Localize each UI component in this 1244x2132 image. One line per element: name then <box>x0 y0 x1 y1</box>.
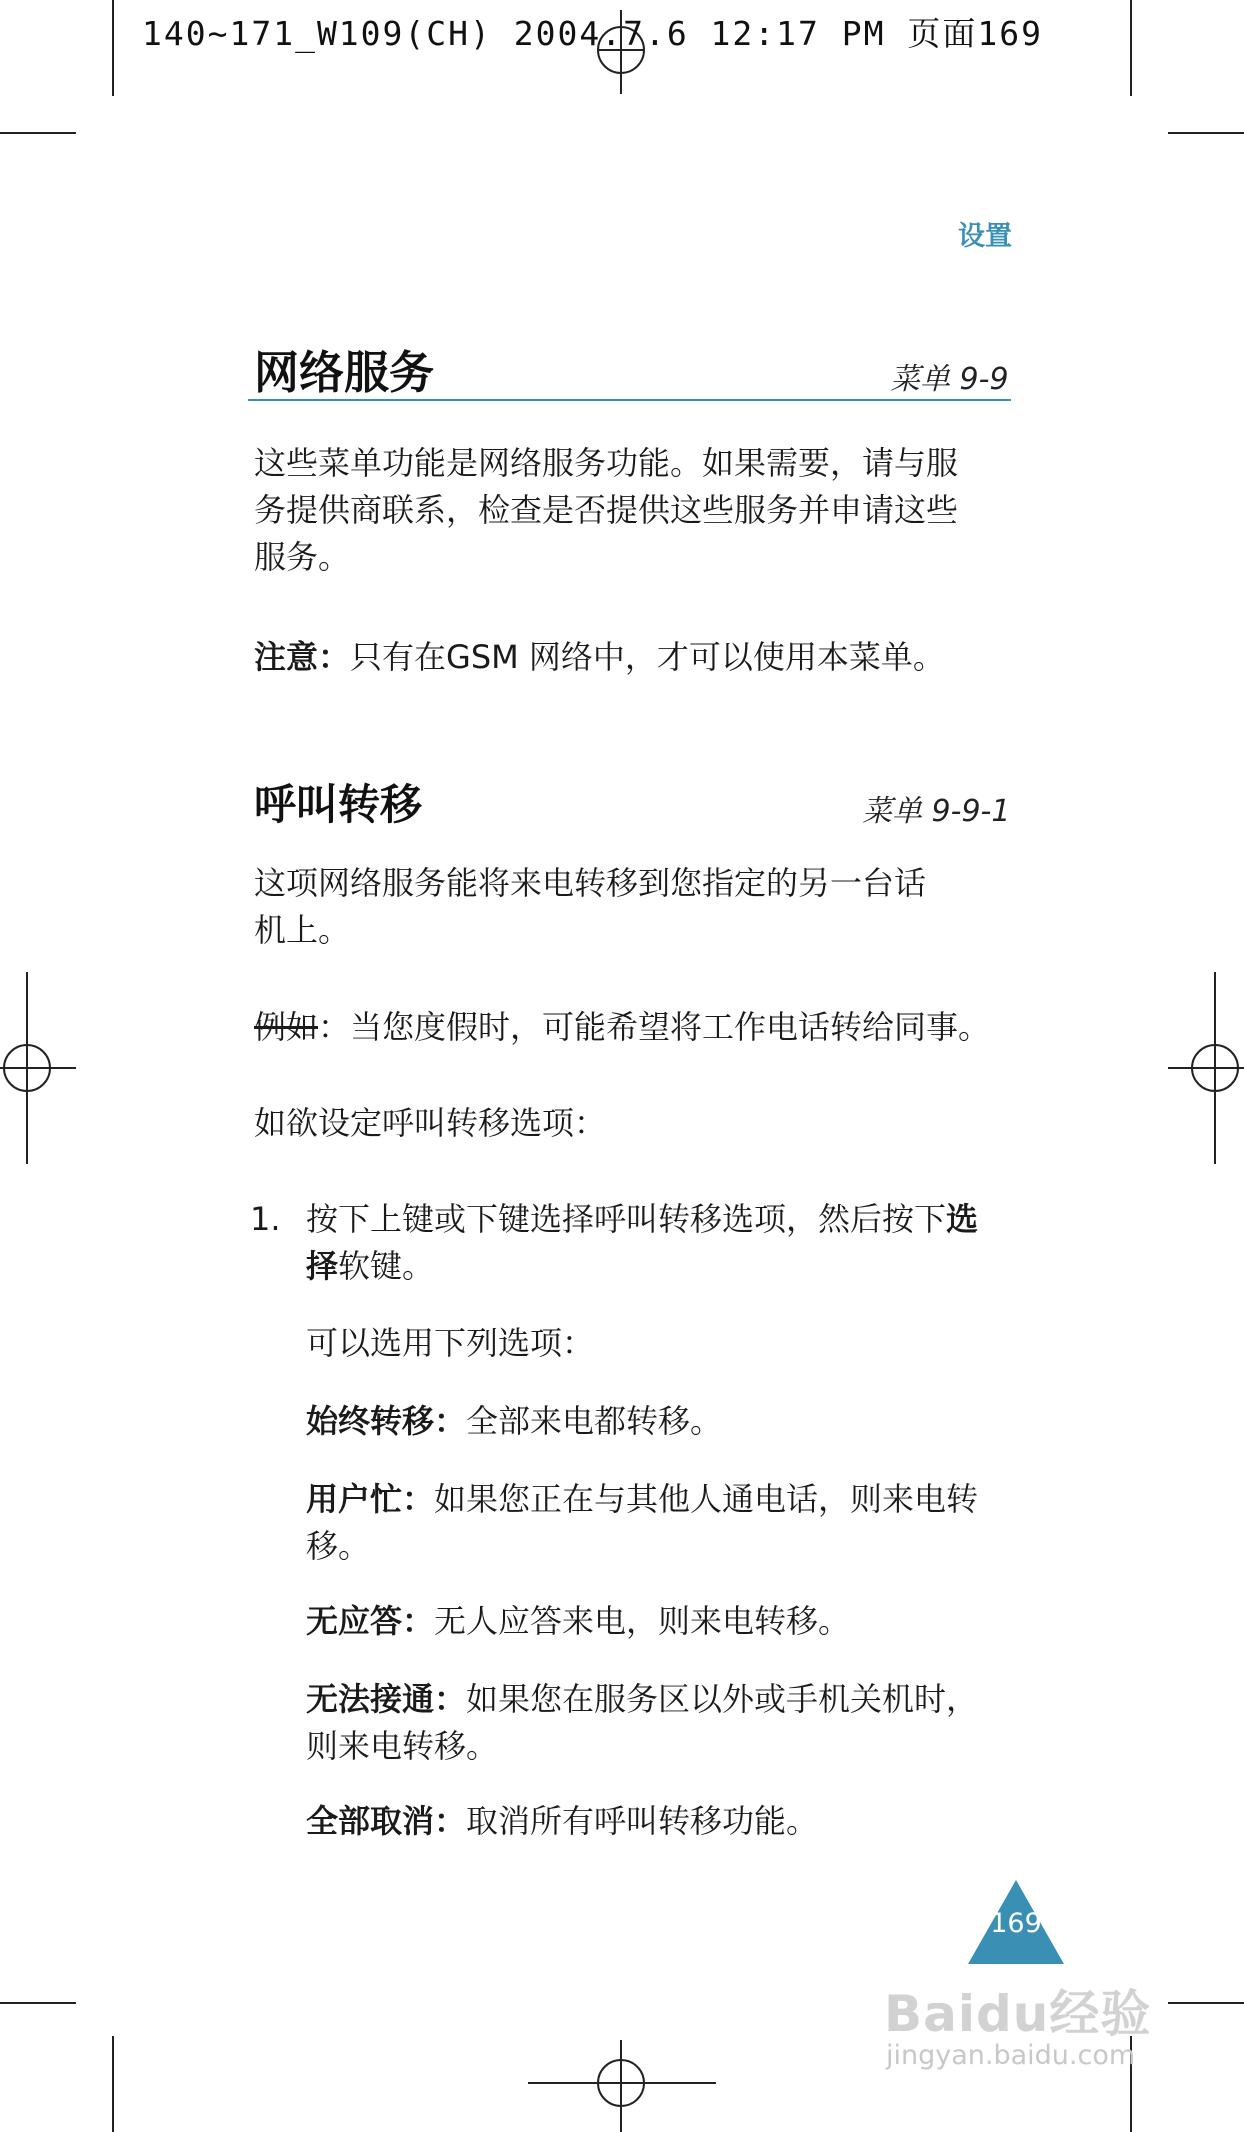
section-title-network-services: 网络服务 <box>254 346 435 399</box>
option-busy: 用户忙：如果您正在与其他人通电话，则来电转 移。 <box>306 1480 979 1565</box>
option-no-answer: 无应答：无人应答来电，则来电转移。 <box>306 1602 851 1640</box>
option-always-forward: 始终转移：全部来电都转移。 <box>306 1402 723 1440</box>
step-1-text: 按下上键或下键选择呼叫转移选项，然后按下选 择软键。 <box>306 1200 979 1285</box>
step-number: 1. <box>250 1200 281 1238</box>
example-text: ：当您度假时，可能希望将工作电话转给同事。 <box>318 1008 991 1046</box>
example-line <box>254 1004 990 1051</box>
note-text: 只有在GSM 网络中，才可以使用本菜单。 <box>350 638 945 676</box>
menu-reference-sub: 菜单 9-9-1 <box>862 794 1011 829</box>
call-forward-intro: 这项网络服务能将来电转移到您指定的另一台话 机上。 <box>254 864 927 949</box>
menu-reference: 菜单 9-9 <box>890 362 1009 397</box>
note-label: 注意： <box>254 638 351 676</box>
example-label: 例如 <box>254 1008 319 1046</box>
section-tag: 设置 <box>958 221 1012 252</box>
title-divider <box>248 399 1011 401</box>
setup-line: 如欲设定呼叫转移选项： <box>254 1104 607 1142</box>
page-number: 169 <box>990 1908 1042 1939</box>
network-intro-paragraph: 这些菜单功能是网络服务功能。如果需要，请与服 务提供商联系，检查是否提供这些服务并申请这些 服务。 <box>254 444 959 576</box>
section-title-call-forwarding: 呼叫转移 <box>254 780 423 829</box>
note-line <box>254 634 945 681</box>
option-unreachable: 无法接通：如果您在服务区以外或手机关机时， 则来电转移。 <box>306 1680 979 1765</box>
options-intro: 可以选用下列选项： <box>306 1324 595 1362</box>
option-cancel-all: 全部取消：取消所有呼叫转移功能。 <box>306 1802 819 1840</box>
watermark-url: jingyan.baidu.com <box>886 2040 1136 2071</box>
watermark-logo: Baidu经验 <box>884 1985 1152 2043</box>
print-header: 140~171_W109(CH) 2004.7.6 12:17 PM 页面169 <box>142 14 1043 53</box>
